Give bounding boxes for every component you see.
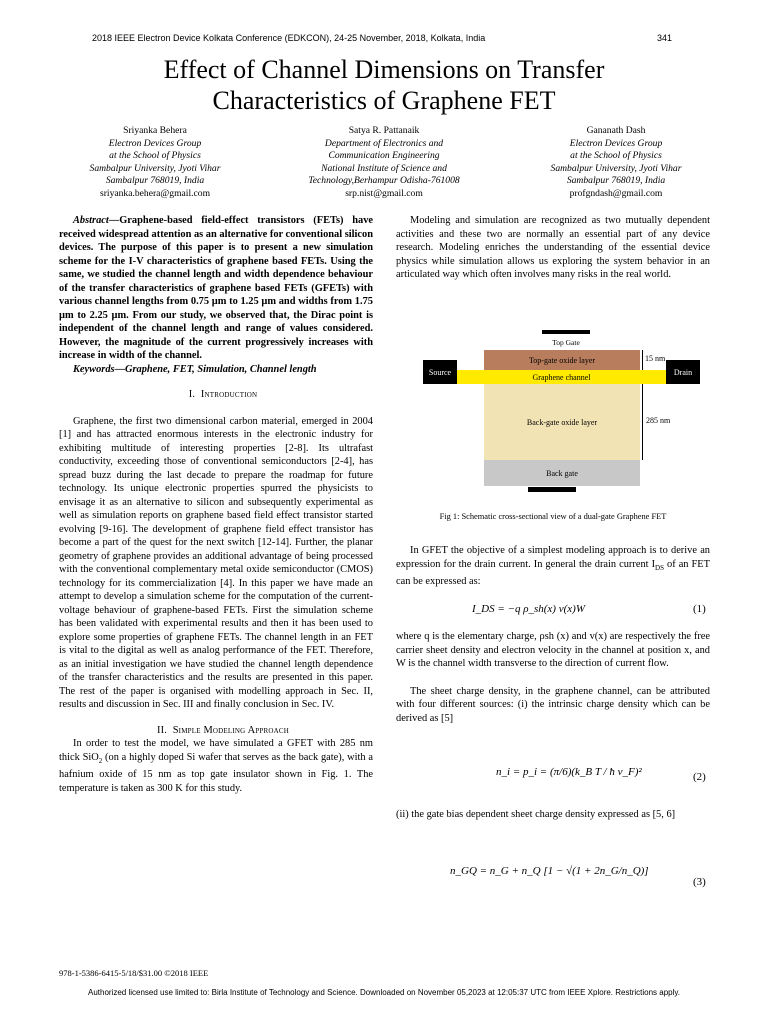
drain-current-text: In GFET the objective of a simplest modeling approach is to derive an expression for the drain current. In general the drain current I (396, 545, 710, 570)
abstract-text: —Graphene-based field-effect transistors (FETs) have received widespread attention as an alternative for conventional silicon devices. The purpose of this paper is to present a new simulation scheme for the I-V characteristics of graphene based FETs. Using the same, we studied the channel length and width dependence behaviour of the transfer characteristics of graphene based FETs (GFETs) with various channel lengths from 0.75 µm to 1.25 µm and widths from 1.75 µm to 2.25 µm. From our study, we observed that, the Dirac point is independent of the channel length and range of values considered. However, the magnitude of the current progressively increases with increase in width of the channel. (59, 215, 374, 361)
author-email: sriyanka.behera@gmail.com (99, 187, 211, 199)
right-column-definitions (396, 630, 710, 725)
equation-1: I_DS = −q ρ_sh(x) v(x)W (472, 603, 585, 615)
sheet-charge-paragraph: The sheet charge density, in the graphene channel, can be attributed with four different sources: (i) the intrinsic charge density which can be derived as [5] (396, 685, 710, 724)
author-affiliation: at the School of Physics (109, 150, 201, 162)
title-line-2: Characteristics of Graphene FET (212, 86, 556, 115)
author-affiliation: at the School of Physics (570, 150, 662, 162)
page-number: 341 (657, 33, 673, 43)
introduction-paragraph: Graphene, the first two dimensional carbon material, emerged in 2004 [1] and has attracted enormous interests in the electronic industry for exhibiting multitude of interesting properties [2-8]. Its ultrafast conductivity, exceeding those of conventional semiconductors [2-4], has spread buzz during the last decade to prepare the roadmap for future technology. Its unique electronic properties spurred the physicists to envisage it as an alternative to silicon and subsequently experimental as well as simulation reports on graphene based field effect transistor started evolving [9-16]. The development of graphene field effect transistor has become a part of the quest for the next switch [12-14]. Further, the planar geometry of graphene provides an additional advantage of being processed with the conventional complementary metal oxide semiconductor (CMOS) technology for its commercialization [4]. In this paper we have made an attempt to develop a simulation scheme for the computation of the current-voltage behaviour of graphene-based FETs. First the simulation scheme has been validated with experimental results and then it has been used to explore some properties of graphene FETs. The channel length in an FET is vital to the digital as well as analog performance of the FET. Therefore, as an initial investigation we have studied the channel length dependence of the transfer characteristics and the results are presented in this paper. The rest of the paper is organised with modelling approach in Sec. II, results and discussion in Sec. III and finally conclusion in Sec. IV. (59, 415, 373, 710)
back-oxide-layer: Back-gate oxide layer (484, 384, 640, 460)
section-number: I. (188, 389, 196, 400)
author-block-3 (516, 125, 716, 201)
author-affiliation: Sambalpur 768019, India (105, 175, 205, 187)
equation-2-number: (2) (693, 771, 706, 783)
modeling-subscript: 2 (98, 756, 103, 765)
right-column-drain-current (396, 544, 710, 589)
author-affiliation: Sambalpur University, Jyoti Vihar (89, 162, 221, 174)
isbn-footer: 978-1-5386-6415-5/18/$31.00 ©2018 IEEE (59, 968, 209, 978)
author-affiliation: Sambalpur 768019, India (566, 175, 666, 187)
thickness-top-label: 15 nm (645, 354, 666, 363)
equation-2: n_i = p_i = (π/6)(k_B T / ħ v_F)² (496, 766, 642, 778)
keywords: Keywords—Graphene, FET, Simulation, Channel length (73, 363, 317, 375)
author-affiliation: Electron Devices Group (108, 137, 202, 149)
author-name: Gananath Dash (586, 125, 646, 136)
right-column-gate-bias (396, 808, 710, 822)
conference-header: 2018 IEEE Electron Device Kolkata Conference (EDKCON), 24-25 November, 2018, Kolkata, India (92, 33, 486, 43)
equation-3: n_GQ = n_G + n_Q [1 − √(1 + 2n_G/n_Q)] (450, 865, 649, 877)
author-block-2 (284, 125, 484, 201)
right-column-top (396, 214, 710, 282)
author-affiliation: Communication Engineering (328, 150, 440, 162)
equation-3-number: (3) (693, 876, 706, 888)
abstract (59, 214, 373, 363)
equation-1-number: (1) (693, 603, 706, 615)
graphene-channel: Graphene channel (457, 370, 666, 384)
author-name: Satya R. Pattanaik (348, 125, 420, 136)
drain-current-tail: of an FET can be expressed as: (396, 558, 710, 588)
modeling-paragraph (59, 737, 373, 795)
author-block-1 (55, 125, 255, 201)
definitions-paragraph: where q is the elementary charge, ρsh (x) and v(x) are respectively the free carrier sheet density and electron velocity in the channel at position x, and W is the channel width transverse to the direction of current flow. (396, 631, 710, 669)
back-gate-layer: Back gate (484, 460, 640, 486)
section-number: II. (156, 724, 168, 736)
section-heading-modeling (59, 724, 373, 738)
gate-bias-paragraph: (ii) the gate bias dependent sheet charge density expressed as [5, 6] (396, 809, 676, 820)
thickness-back-label: 285 nm (646, 416, 671, 425)
section-title: Simple Modeling Approach (172, 724, 290, 736)
left-column (59, 214, 373, 795)
back-gate-electrode (528, 487, 576, 492)
source-electrode: Source (423, 360, 457, 384)
author-email: profgndash@gmail.com (569, 187, 663, 199)
figure-1-caption: Fig 1: Schematic cross-sectional view of a dual-gate Graphene FET (439, 512, 667, 521)
section-heading-introduction (59, 388, 373, 402)
modeling-intro-paragraph: Modeling and simulation are recognized as two mutually dependent activities and these two are normally an essential part of any device research. Modeling enriches the understanding of the essential device physics while simulation allows us exploring the system behavior in an articulated way which often involves many risks in the real world. (396, 215, 710, 280)
author-affiliation: National Institute of Science and (321, 162, 447, 174)
author-affiliation: Technology,Berhampur Odisha-761008 (308, 175, 460, 187)
thickness-marker-back (642, 384, 645, 460)
paper-title (0, 54, 768, 116)
top-oxide-layer: Top-gate oxide layer (484, 350, 640, 370)
modeling-text-b: (on a highly doped Si wafer that serves as the back gate), with a hafnium oxide of 15 nm as top gate insulator shown in Fig. 1. The temperature is taken as 300 K for this study. (59, 751, 373, 794)
author-name: Sriyanka Behera (123, 125, 187, 136)
author-email: srp.nist@gmail.com (345, 187, 423, 199)
author-affiliation: Department of Electronics and (324, 137, 444, 149)
drain-electrode: Drain (666, 360, 700, 384)
figure-1-schematic (418, 330, 708, 500)
author-affiliation: Sambalpur University, Jyoti Vihar (550, 162, 682, 174)
modeling-text-a: In order to test the model, we have simulated a GFET with 285 nm thick SiO (59, 738, 373, 763)
license-notice: Authorized licensed use limited to: Birla Institute of Technology and Science. Downloaded on November 05,2023 at 12:05:37 UTC from IEEE Xplore. Restrictions apply. (87, 988, 681, 997)
drain-current-paragraph (396, 544, 710, 589)
section-title: Introduction (200, 389, 258, 400)
top-gate-label: Top Gate (552, 337, 580, 347)
abstract-lead: Abstract (73, 215, 109, 226)
drain-current-subscript: DS (655, 563, 664, 572)
author-affiliation: Electron Devices Group (569, 137, 663, 149)
title-line-1: Effect of Channel Dimensions on Transfer (163, 55, 605, 84)
